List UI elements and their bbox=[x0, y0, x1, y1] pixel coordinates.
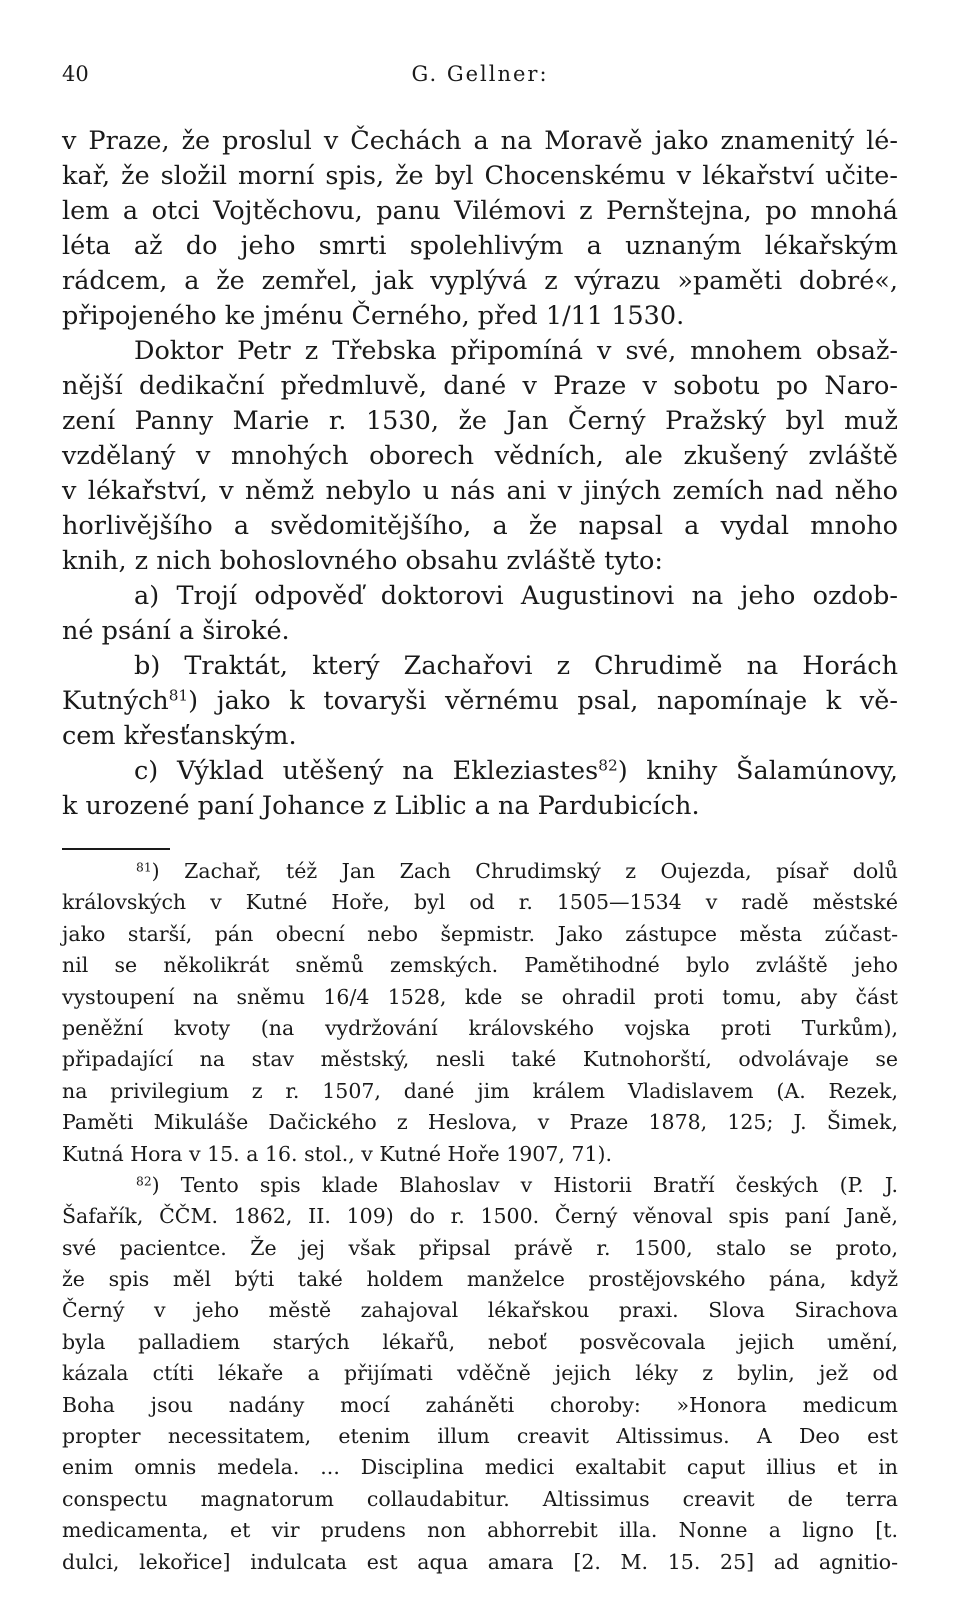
main-text bbox=[62, 124, 898, 824]
footnote-line: enim omnis medela. ... Disciplina medici exaltabit caput illius et in bbox=[62, 1455, 898, 1480]
text-line: v Praze, že proslul v Čechách a na Moravě jako znamenitý lé- bbox=[62, 126, 898, 156]
list-item-a: a) Trojí odpověď doktorovi Augustinovi na jeho ozdob- bbox=[134, 581, 898, 611]
footnote-line: Boha jsou nadány mocí zaháněti choroby: »Honora medicum bbox=[62, 1392, 898, 1417]
footnote-line: královských v Kutné Hoře, byl od r. 1505—1534 v radě městské bbox=[62, 890, 898, 915]
text-line: Doktor Petr z Třebska připomíná v své, mnohem obsaž- bbox=[134, 336, 898, 366]
text-line: připojeného ke jménu Černého, před 1/11 1530. bbox=[62, 301, 685, 331]
footnote-line: své pacientce. Že jej však připsal právě r. 1500, stalo se proto, bbox=[62, 1235, 898, 1260]
footnote-line: vystoupení na sněmu 16/4 1528, kde se ohradil proti tomu, aby část bbox=[62, 984, 898, 1009]
footnote-line: že spis měl býti také holdem manželce prostějovského pána, když bbox=[62, 1267, 898, 1292]
text-line: kař, že složil morní spis, že byl Chocenskému v lékařství učite- bbox=[62, 161, 898, 191]
footnote-separator bbox=[62, 848, 170, 850]
footnote-line: jako starší, pán obecní nebo šepmistr. Jako zástupce města zúčast- bbox=[62, 921, 898, 946]
text-line: v lékařství, v němž nebylo u nás ani v jiných zemích nad něho bbox=[62, 476, 898, 506]
text-line: k urozené paní Johance z Liblic a na Pardubicích. bbox=[62, 791, 700, 821]
text-line: nější dedikační předmluvě, dané v Praze v sobotu po Naro- bbox=[62, 371, 898, 401]
footnote-line: peněžní kvoty (na vydržování královského vojska proti Turkům), bbox=[62, 1015, 898, 1040]
footnote-line: conspectu magnatorum collaudabitur. Altissimus creavit de terra bbox=[62, 1486, 898, 1511]
footnote-line: připadající na stav městský, nesli také Kutnohorští, odvolávaje se bbox=[62, 1047, 898, 1072]
footnote-line: byla palladiem starých lékařů, neboť posvěcovala jejich umění, bbox=[62, 1329, 898, 1354]
footnote-marker-81: 81 bbox=[136, 860, 152, 875]
text-fragment: ) Tento spis klade Blahoslav v Historii Bratří českých (P. J. bbox=[151, 1172, 898, 1197]
footnote-line: Kutná Hora v 15. a 16. stol., v Kutné Hoře 1907, 71). bbox=[62, 1141, 613, 1166]
text-line-with-footnote-ref bbox=[62, 684, 898, 719]
text-line: horlivějšího a svědomitějšího, a že napsal a vydal mnoho bbox=[62, 511, 898, 541]
footnote-line: Šafařík, ČČM. 1862, II. 109) do r. 1500. Černý věnoval spis paní Janě, bbox=[62, 1204, 898, 1229]
page-number: 40 bbox=[62, 62, 89, 86]
text-fragment: ) jako k tovaryši věrnému psal, napomínaje k vě- bbox=[188, 686, 898, 716]
text-line: cem křesťanským. bbox=[62, 721, 297, 751]
footnote-line: na privilegium z r. 1507, dané jim králem Vladislavem (A. Rezek, bbox=[62, 1078, 898, 1103]
text-fragment: c) Výklad utěšený na Ekleziastes bbox=[134, 756, 599, 786]
text-fragment: ) knihy Šalamúnovy, bbox=[617, 756, 898, 786]
footnote-ref-81: 81 bbox=[168, 686, 189, 705]
footnote-line: Paměti Mikuláše Dačického z Heslova, v Praze 1878, 125; J. Šimek, bbox=[62, 1110, 898, 1135]
footnote-line: kázala ctíti lékaře a přijímati vděčně jejich léky z bylin, jež od bbox=[62, 1361, 898, 1386]
footnote-ref-82: 82 bbox=[598, 756, 618, 775]
list-item-c bbox=[62, 754, 898, 789]
running-head: G. Gellner: bbox=[411, 62, 549, 86]
footnote-line: nil se několikrát sněmů zemských. Pamětihodné bylo zvláště jeho bbox=[62, 953, 898, 978]
footnote-81 bbox=[62, 856, 898, 887]
footnote-82 bbox=[62, 1170, 898, 1201]
text-fragment: ) Zachař, též Jan Zach Chrudimský z Oujezda, písař dolů bbox=[151, 859, 898, 883]
footnote-marker-82: 82 bbox=[136, 1174, 152, 1189]
footnote-line: dulci, lekořice] indulcata est aqua amara [2. M. 15. 25] ad agnitio- bbox=[62, 1549, 898, 1574]
footnote-line: propter necessitatem, etenim illum creavit Altissimus. A Deo est bbox=[62, 1424, 898, 1449]
text-line: rádcem, a že zemřel, jak vyplývá z výrazu »paměti dobré«, bbox=[62, 266, 898, 296]
text-line: lem a otci Vojtěchovu, panu Vilémovi z Pernštejna, po mnohá bbox=[62, 196, 898, 226]
text-line: vzdělaný v mnohých oborech vědních, ale zkušený zvláště bbox=[62, 441, 898, 471]
text-line: knih, z nich bohoslovného obsahu zvláště tyto: bbox=[62, 546, 663, 576]
footnotes bbox=[62, 856, 898, 1578]
footnote-line: medicamenta, et vir prudens non abhorrebit illa. Nonne a ligno [t. bbox=[62, 1518, 898, 1543]
footnote-line: Černý v jeho městě zahajoval lékařskou praxi. Slova Sirachova bbox=[62, 1298, 898, 1323]
text-line: zení Panny Marie r. 1530, že Jan Černý Pražský byl muž bbox=[62, 406, 898, 436]
list-item-b: b) Traktát, který Zachařovi z Chrudimě na Horách bbox=[134, 651, 898, 681]
text-line: né psání a široké. bbox=[62, 616, 290, 646]
text-fragment: Kutných bbox=[62, 686, 169, 716]
text-line: léta až do jeho smrti spolehlivým a uznaným lékařským bbox=[62, 231, 898, 261]
page-header bbox=[62, 62, 898, 92]
